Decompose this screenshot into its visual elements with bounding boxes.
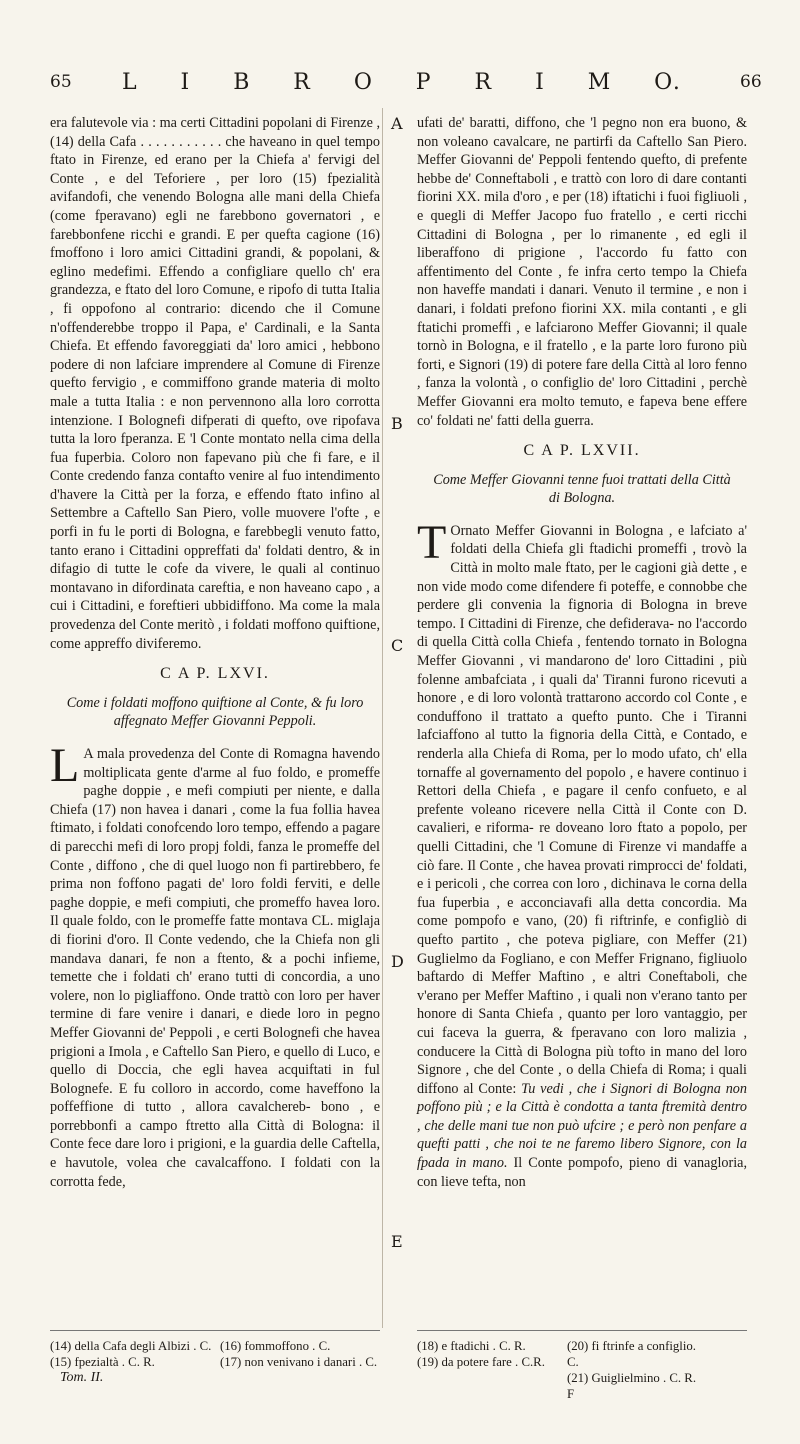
chapter-subtitle: Come i foldati moffono quiftione al Conte, & fu loro affegnato Meffer Giovanni Peppoli. — [66, 694, 364, 730]
chapter-heading: C A P. LXVI. — [160, 665, 270, 683]
gathering-signature: F — [567, 1387, 575, 1401]
running-head-letter: L — [122, 70, 139, 95]
drop-cap: T — [417, 515, 447, 569]
paragraph-with-drop-cap — [50, 739, 380, 1191]
running-head-letter: M — [587, 70, 613, 95]
footnote: (18) e ftadichi . C. R. — [417, 1339, 526, 1353]
running-head-title — [122, 70, 682, 95]
paragraph-with-drop-cap — [417, 515, 747, 1191]
margin-letter-a: A — [391, 114, 403, 133]
footnote: (14) della Cafa degli Albizi . C. — [50, 1339, 212, 1353]
margin-letter-b: B — [391, 414, 403, 433]
running-head-letter: I — [180, 70, 192, 95]
running-head-letter: P — [415, 70, 433, 95]
running-header — [0, 72, 800, 102]
running-head-letter: O. — [654, 70, 682, 95]
paragraph: ufati de' baratti, diffono, che 'l pegno non era buono, & non voleano cavalcare, ne partirfi da Caftello San Piero. Meffer Giovanni de' Peppoli fentendo quefto, di prefente hebbe de' Conneftaboli , e trattò con loro di dare contanti fiorini XX. mila d'oro , e per (18) iftatichi i fuoi figliuoli , e quegli di Meffer Jacopo fuo fratello , e certi ricchi Cittadini di Bologna , per lo rimanente , ed egli il liberaffono di prigione , l'accordo fu fatto con affentimento del Conte , fe infra certo tempo la Chiefa non haveffe mandati i danari. Venuto il termine , e non i danari, i foldati prefono fiorini XX. mila contanti , e gli ftatichi promeffi , e lafciarono Meffer Giovanni; il quale tornò in Bologna, e il fratello , e la parte loro furono più forti, e Signori (19) di potere fare della Città al loro fenno , fanza la volontà , o configlio de' loro Cittadini , perchè Meffer Giovanni era molto temuto, e fapeva bene effere co' foldati ne' fatti della guerra. — [417, 115, 747, 429]
chapter-subtitle: Come Meffer Giovanni tenne fuoi trattati della Città di Bologna. — [433, 471, 731, 507]
footnote: (20) fi ftrinfe a configlio. — [567, 1339, 696, 1353]
paragraph-text: A mala provedenza del Conte di Romagna havendo moltiplicata gente d'arme al fuo foldo, e promeffe paghe doppie , e mefi compiuti per niente, e dalla Chiefa (17) non havea i danari , come la fua follia havea ftimato, i foldati conofcendo loro tempo, effendo a pagare di parecchi mefi di loro propj foldi, fanza le promeffe del Conte , diffono , che di quel luogo non fi partirebbero, fe prima non foffono pagati de' loro foldi ferviti, e delle paghe doppie, e mefi compiuti, che promeffo havea loro. Il quale foldo, con le promeffe fatte montava CL. miglaja di fiorini d'oro. Il Conte vedendo, che la Chiefa non gli mandava danari, fe non a ftento, & a pochi infieme, temette che i foldati ch' erano tutti di concordia, a uno volere, non lo pigliaffono. Onde trattò con loro per haver termine di fare venire i danari, e diede loro in pegno Meffer Giovanni de' Peppoli , e certi Bolognefi che havea prigioni a Imola , e Caftello San Piero, e quello di Luco, e quello di Doccia, che egli havea acquiftati in ful Bolognefe. E fu colloro in accordo, come haveffono la poffeffione di tutto , allora cavalchereb- bono , e porrebbonfi a campo ftretto alla Città di Bologna: il Conte fece dare loro i prigioni, e la guardia delle Caftella, e havutole, volea che cavalcaffono. I foldati con la corrotta fede, — [50, 746, 380, 1190]
left-page-number: 65 — [50, 72, 72, 92]
left-column — [50, 114, 380, 1191]
footnotes-left — [50, 1338, 380, 1386]
running-head-letter: B — [233, 70, 252, 95]
volume-signature: Tom. II. — [60, 1370, 104, 1385]
footnote: (21) Guiglielmino . C. R. — [567, 1371, 697, 1385]
footnote-rule — [50, 1330, 380, 1331]
footnote-rule — [417, 1330, 747, 1331]
paragraph: era falutevole via : ma certi Cittadini popolani di Firenze , (14) della Cafa . . . . . . . . . . . che haveano in quel tempo ftato in Firenze, ed erano per la Chiefa a' fervigi del Conte , e del Teforiere , per loro (15) fpezialità avifandofi, che venendo Bologna alle mani della Chiefa (come fperavano) egli ne farebbono governatori , e farebbonfene ricchi e grandi. E per quefta cagione (16) fmoffono i loro amici Cittadini grandi, & popolani, & eglino medefimi. Effendo a configliare quello ch' era grandezza, e ftato del loro Comune, e ripofo di tutta Italia , fi oppofono al contrario: dicendo che il Comune n'offenderebbe troppo il Papa, e' Cardinali, e la Santa Chiefa. Et effendo favoreggiati da' loro amici , hebbono podere di non lafciare imprendere al Comune di Firenze quefto fervigio , e commiffono grande materia di molto male a tutta Italia : e non pervennono alla loro corrotta intenzione. I Bolognefi difperati di quefto, ove ripofava tutta la loro fperanza. E 'l Conte montato nella cima della fua fuperbia. Coloro non fapevano più che fi fare, e il Conte credendo fanza contafto venire al fuo intendimento d'havere la Città per la forza, e effendo ftato infino al Settembre a Caftello San Piero, volle muovere l'ofte , e porfi in fu le porti di Bologna, e farebbegli venuto fatto, tanto erano i Cittadini oppreffati da' foldati dentro, & in difagio di tutte le cofe da vivere, le quali al continuo montavano in difordinata careftia, e non haveano capo , a cui i Cittadini, e foreftieri ubbidiffono. Ma come la mala provedenza del Conte meritò , i foldati moffono quiftione, come appreffo diviferemo. — [50, 115, 380, 652]
column-divider — [382, 108, 383, 1328]
chapter-heading: C A P. LXVII. — [523, 442, 641, 460]
paragraph-text: Il Conte pompofo, pieno di vanagloria, con lieve tefta, non — [417, 1155, 747, 1190]
right-page-number: 66 — [740, 72, 762, 92]
footnote: C. — [567, 1355, 579, 1369]
running-head-letter: R — [293, 70, 312, 95]
footnote: (17) non venivano i danari . C. — [220, 1355, 378, 1369]
running-head-letter: O — [353, 70, 374, 95]
paragraph-text: Ornato Meffer Giovanni in Bologna , e lafciato a' foldati della Chiefa gli ftadichi promeffi , trovò la Città in molto male ftato, per le cagioni già dette , e non vide modo come difendere fi poteffe, e connobbe che perdere gli convenia la fignoria di Bologna in breve tempo. I Cittadini di Firenze, che defiderava- no l'accordo di quella Città colla Chiefa , fentendo tornato in Bologna Meffer Giovanni , vi mandarono de' loro Cittadini , più folenne ambafciata , i quali da' Tiranni furono ricevuti a honore , e di loro volontà trattarono accordo col Conte , e conduffono il trattato a quefto punto. Che i Tiranni lafciaffono al tutto la fignoria della Città, e Contado, e renderla alla Chiefa di Roma, per lo modo ufato, ch' ella tornaffe al governamento del popolo , e havere continuo i Rettori della Chiefa , e pagare il cenfo confueto, e al prefente voleano ricevere nella Città il Conte con D. cavalieri, e riforma- re doveano loro ftato a popolo, per quelli Cittadini, che 'l Comune di Firenze vi mandaffe a ciò fare. Il Conte , che havea provati rimprocci de' foldati, e i pericoli , che correa con loro , dichinava le corna della fua fuperbia , e acconciavafi alla detta concordia. Ma come pompofo e vano, (20) fi riftrinfe, e configliò di quefto partito , che poteva pigliare, con Meffer (21) Guglielmo da Fogliano, e con Meffer Frignano, figliuolo baftardo di Meffer Maftino , e altri Coneftaboli, che v'erano per Meffer Maftino , i quali non v'erano tanto per honore di Santa Chiefa , quanto per loro vantaggio, per cui faceva la guerra, & fperavano con loro malizia , conducere la Città di Bologna più tofto in mano del loro Signore , che del Conte , o della Chiefa di Roma; i quali diffono al Conte: — [417, 522, 747, 1097]
footnote: (15) fpezialtà . C. R. — [50, 1355, 155, 1369]
footnote: (16) fommoffono . C. — [220, 1339, 331, 1353]
footnotes-right — [417, 1338, 747, 1402]
quoted-speech: Tu vedi , che i Signori di Bologna non poffono più ; e la Città è condotta a tanta ftremità dentro , che delle mani tue non può ufcire ; e però non penfare a quefti patti , che noi te ne faremo libero Signore, con la fpada in mano. — [417, 1080, 747, 1172]
margin-letter-d: D — [391, 952, 404, 971]
right-column — [417, 114, 747, 1191]
footnote: (19) da potere fare . C.R. — [417, 1355, 545, 1369]
running-head-letter: I — [535, 70, 546, 95]
margin-letter-c: C — [391, 636, 404, 655]
running-head-letter: R — [474, 70, 494, 95]
margin-letter-e: E — [391, 1232, 403, 1251]
drop-cap: L — [50, 739, 80, 792]
